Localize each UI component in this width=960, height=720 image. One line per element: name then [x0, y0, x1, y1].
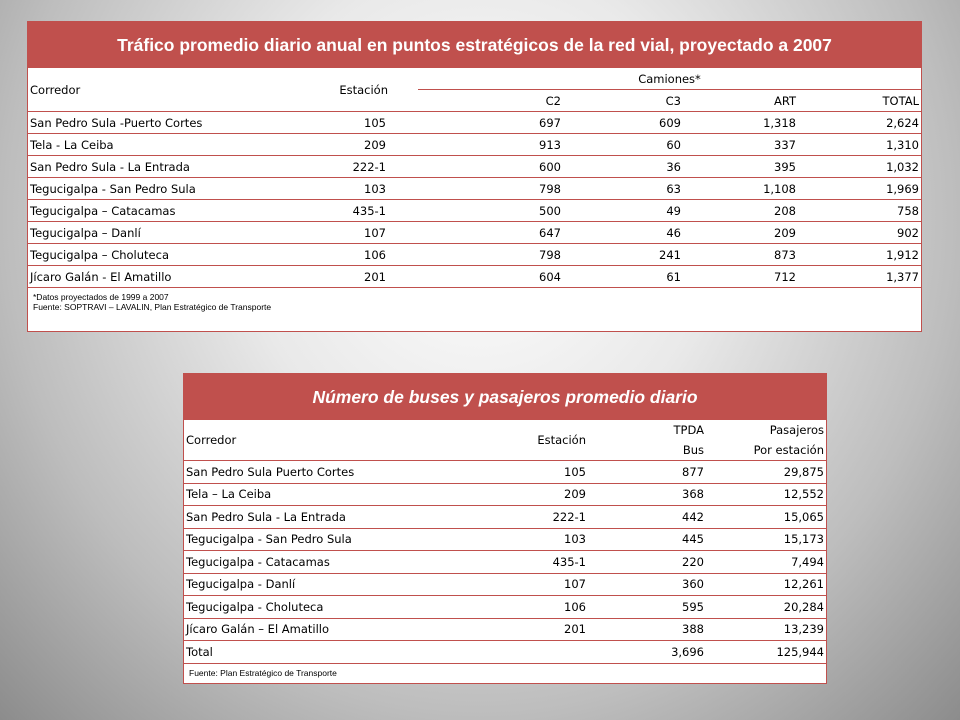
- total-tpda: 3,696: [588, 641, 706, 664]
- traffic-table-notes: [28, 288, 921, 312]
- cell-total: 1,969: [798, 178, 921, 200]
- header-pasajeros: Pasajeros: [769, 423, 824, 437]
- header-tpda: TPDA: [673, 423, 704, 437]
- traffic-table: [28, 68, 921, 288]
- cell-tpda: 360: [588, 573, 706, 596]
- cell-total: 1,912: [798, 244, 921, 266]
- cell-art: 395: [683, 156, 798, 178]
- header-tpda-sub: Bus: [682, 443, 704, 457]
- cell-c2: 600: [418, 156, 563, 178]
- cell-c2: 500: [418, 200, 563, 222]
- cell-corredor: San Pedro Sula - La Entrada: [184, 506, 374, 529]
- table-row: [28, 222, 921, 244]
- cell-tpda: 442: [588, 506, 706, 529]
- cell-estacion: 105: [248, 112, 418, 134]
- cell-corredor: Tegucigalpa - San Pedro Sula: [184, 528, 374, 551]
- cell-art: 337: [683, 134, 798, 156]
- cell-art: 208: [683, 200, 798, 222]
- header-total: TOTAL: [798, 90, 921, 112]
- header-c3: C3: [563, 90, 683, 112]
- bus-table: [184, 420, 826, 664]
- cell-c2: 697: [418, 112, 563, 134]
- cell-estacion: 106: [374, 596, 588, 619]
- cell-tpda: 877: [588, 461, 706, 484]
- table-row: [28, 244, 921, 266]
- cell-c3: 36: [563, 156, 683, 178]
- cell-pasajeros: 20,284: [706, 596, 826, 619]
- cell-art: 873: [683, 244, 798, 266]
- cell-pasajeros: 13,239: [706, 618, 826, 641]
- cell-c3: 60: [563, 134, 683, 156]
- cell-estacion: 103: [374, 528, 588, 551]
- cell-pasajeros: 7,494: [706, 551, 826, 574]
- table-row: [28, 156, 921, 178]
- cell-corredor: Tegucigalpa – Danlí: [28, 222, 248, 244]
- cell-c2: 604: [418, 266, 563, 288]
- cell-estacion: 222-1: [374, 506, 588, 529]
- total-pasajeros: 125,944: [706, 641, 826, 664]
- table-row: [184, 483, 826, 506]
- cell-c2: 798: [418, 244, 563, 266]
- cell-pasajeros: 12,261: [706, 573, 826, 596]
- cell-c3: 241: [563, 244, 683, 266]
- table-row: [184, 618, 826, 641]
- cell-pasajeros: 15,065: [706, 506, 826, 529]
- bus-table-panel: [184, 374, 826, 683]
- cell-c3: 61: [563, 266, 683, 288]
- cell-estacion: 107: [248, 222, 418, 244]
- cell-c2: 647: [418, 222, 563, 244]
- cell-estacion: 201: [374, 618, 588, 641]
- cell-corredor: Tegucigalpa – Catacamas: [28, 200, 248, 222]
- header-estacion: Estación: [537, 433, 586, 447]
- cell-total: 1,310: [798, 134, 921, 156]
- cell-corredor: Tela - La Ceiba: [28, 134, 248, 156]
- table-row: [184, 461, 826, 484]
- cell-total: 758: [798, 200, 921, 222]
- table-row: [184, 528, 826, 551]
- bus-table-note: Fuente: Plan Estratégico de Transporte: [189, 667, 337, 678]
- cell-estacion: 222-1: [248, 156, 418, 178]
- cell-corredor: Jícaro Galán – El Amatillo: [184, 618, 374, 641]
- cell-estacion: 106: [248, 244, 418, 266]
- cell-c2: 798: [418, 178, 563, 200]
- cell-corredor: Tela – La Ceiba: [184, 483, 374, 506]
- cell-corredor: Tegucigalpa - Choluteca: [184, 596, 374, 619]
- cell-tpda: 368: [588, 483, 706, 506]
- header-c2: C2: [418, 90, 563, 112]
- cell-estacion: 105: [374, 461, 588, 484]
- header-estacion: Estación: [339, 82, 388, 97]
- table-row: [28, 266, 921, 288]
- cell-corredor: Jícaro Galán - El Amatillo: [28, 266, 248, 288]
- cell-corredor: Tegucigalpa – Choluteca: [28, 244, 248, 266]
- table-row: [28, 200, 921, 222]
- header-corredor: Corredor: [186, 433, 237, 447]
- header-pasajeros-sub: Por estación: [753, 443, 824, 457]
- cell-tpda: 388: [588, 618, 706, 641]
- traffic-table-panel: [28, 22, 921, 331]
- cell-tpda: 445: [588, 528, 706, 551]
- cell-tpda: 220: [588, 551, 706, 574]
- cell-corredor: San Pedro Sula Puerto Cortes: [184, 461, 374, 484]
- table-row: [28, 134, 921, 156]
- cell-corredor: San Pedro Sula -Puerto Cortes: [28, 112, 248, 134]
- cell-corredor: Tegucigalpa - Catacamas: [184, 551, 374, 574]
- header-art: ART: [683, 90, 798, 112]
- cell-c2: 913: [418, 134, 563, 156]
- cell-pasajeros: 29,875: [706, 461, 826, 484]
- cell-art: 1,318: [683, 112, 798, 134]
- cell-estacion: 107: [374, 573, 588, 596]
- table-row: [28, 112, 921, 134]
- cell-c3: 49: [563, 200, 683, 222]
- cell-estacion: 209: [248, 134, 418, 156]
- table-row: [184, 506, 826, 529]
- cell-pasajeros: 15,173: [706, 528, 826, 551]
- cell-c3: 63: [563, 178, 683, 200]
- total-label: Total: [184, 641, 374, 664]
- cell-corredor: Tegucigalpa - San Pedro Sula: [28, 178, 248, 200]
- note-source: Fuente: SOPTRAVI – LAVALIN, Plan Estratégico de Transporte: [33, 302, 272, 312]
- cell-tpda: 595: [588, 596, 706, 619]
- table-row: [28, 178, 921, 200]
- cell-art: 712: [683, 266, 798, 288]
- table-row: [184, 551, 826, 574]
- cell-total: 1,032: [798, 156, 921, 178]
- cell-c3: 46: [563, 222, 683, 244]
- cell-total: 1,377: [798, 266, 921, 288]
- note-projection: *Datos proyectados de 1999 a 2007: [33, 292, 169, 302]
- cell-estacion: 209: [374, 483, 588, 506]
- traffic-table-title: Tráfico promedio diario anual en puntos estratégicos de la red vial, proyectado a 2007: [28, 22, 921, 68]
- total-row: [184, 641, 826, 664]
- bus-table-title: Número de buses y pasajeros promedio diario: [184, 374, 826, 420]
- header-corredor: Corredor: [30, 82, 81, 97]
- table-row: [184, 596, 826, 619]
- cell-estacion: 103: [248, 178, 418, 200]
- cell-total: 902: [798, 222, 921, 244]
- cell-total: 2,624: [798, 112, 921, 134]
- cell-art: 209: [683, 222, 798, 244]
- cell-estacion: 435-1: [374, 551, 588, 574]
- cell-estacion: 435-1: [248, 200, 418, 222]
- cell-corredor: Tegucigalpa - Danlí: [184, 573, 374, 596]
- cell-art: 1,108: [683, 178, 798, 200]
- cell-c3: 609: [563, 112, 683, 134]
- cell-pasajeros: 12,552: [706, 483, 826, 506]
- cell-estacion: 201: [248, 266, 418, 288]
- header-camiones: Camiones*: [638, 71, 701, 86]
- cell-corredor: San Pedro Sula - La Entrada: [28, 156, 248, 178]
- table-row: [184, 573, 826, 596]
